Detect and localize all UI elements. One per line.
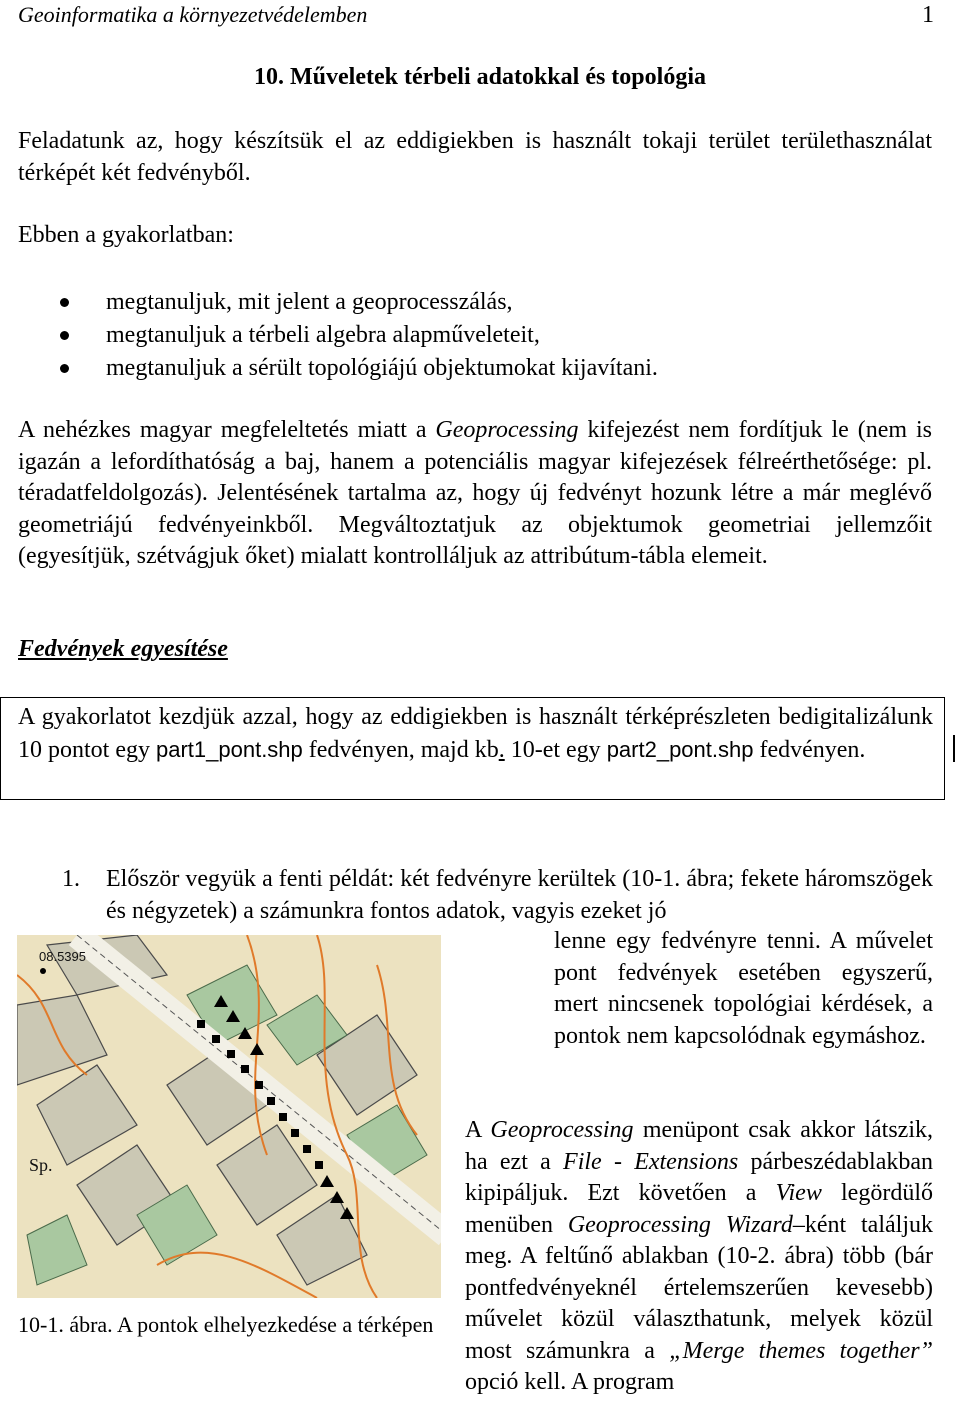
map-label: Sp. <box>29 1155 53 1175</box>
figure-caption: 10-1. ábra. A pontok elhelyezkedése a térképen <box>18 1312 434 1337</box>
filename: part1_pont.shp <box>156 736 303 762</box>
step-text-continued: lenne egy fedvényre tenni. A művelet pont fedvények esetében egyszerű, mert nincsenek topológiai kérdések, a pontok nem kapcsolódnak egymáshoz. <box>554 928 933 1049</box>
page-number: 1 <box>922 2 934 28</box>
topographic-map-figure <box>17 935 441 1298</box>
intro-paragraph: Feladatunk az, hogy készítsük el az eddigiekben is használt tokaji terület területhasználat térképét két fedvényből. <box>18 128 932 186</box>
map-label: 08.5395 <box>39 949 86 964</box>
running-title: Geoinformatika a környezetvédelemben <box>18 2 368 27</box>
page-header <box>18 2 934 32</box>
goal-list <box>0 286 940 385</box>
list-item: megtanuljuk a sérült topológiájú objektumokat kijavítani. <box>0 352 940 385</box>
instruction-box: A gyakorlatot kezdjük azzal, hogy az eddigiekben is használt térképrészleten bedigitalizálunk 10 pontot egy part1_pont.shp fedvényen, majd kb. 10-et egy part2_pont.shp fedvényen. <box>0 697 945 800</box>
filename: part2_pont.shp <box>606 736 754 762</box>
geoprocessing-paragraph: A nehézkes magyar megfeleltetés miatt a Geoprocessing kifejezést nem fordítjuk le (nem is igazán a lefordíthatóság a baj, hanem a potenciális magyar kifejezések félreérthetősége: pl. téradatfeldolgozás). Jelentésének tartalma az, hogy új fedvényt hozunk létre a már meglévő geometriájú fedvényeinkből. Megváltoztatjuk az objektumok geometriai jellemzőit (egyesítjük, szétvágjuk őket) mialatt kontrolláljuk az attribútum-tábla elemeit. <box>18 417 932 569</box>
section-heading: Fedvények egyesítése <box>18 636 228 662</box>
chapter-title: 10. Műveletek térbeli adatokkal és topológia <box>254 64 706 90</box>
revision-bar <box>953 735 955 762</box>
geoprocessing-menu-paragraph: A Geoprocessing menüpont csak akkor látszik, ha ezt a File - Extensions párbeszédablakban kipipáljuk. Ezt követően a View legördülő menüben Geoprocessing Wizard–ként találjuk meg. A feltűnő ablakban (10-2. ábra) több (bár pontfedvényeknél értelemszerűen kevesebb) művelet közül választhatunk, melyek közül most számunkra a „Merge themes together” opció kell. A program <box>465 1117 934 1395</box>
list-item: megtanuljuk a térbeli algebra alapműveleteit, <box>0 319 940 352</box>
step-text: Először vegyük a fenti példát: két fedvényre kerültek (10-1. ábra; fekete háromszögek és négyzetek) a számunkra fontos adatok, vagyis ezeket jó <box>106 866 933 924</box>
exercise-lead: Ebben a gyakorlatban: <box>18 222 234 248</box>
list-item: megtanuljuk, mit jelent a geoprocesszálás, <box>0 286 940 319</box>
step-number: 1. <box>62 866 80 892</box>
